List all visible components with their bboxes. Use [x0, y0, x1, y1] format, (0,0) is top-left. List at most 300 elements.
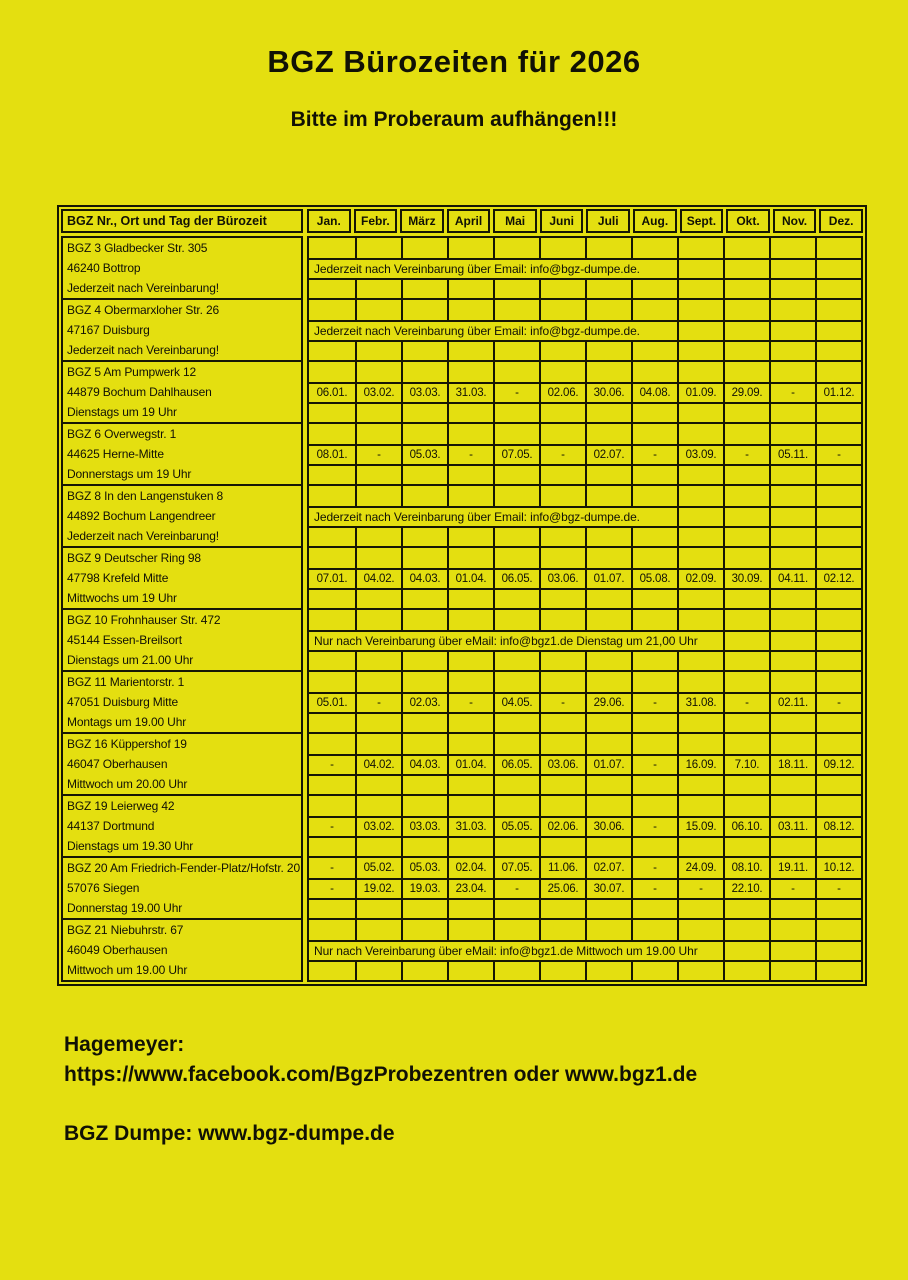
date-cell: -	[631, 816, 677, 836]
empty-cell	[631, 278, 677, 298]
location-cell	[61, 236, 303, 300]
empty-cell	[631, 774, 677, 794]
date-cell: -	[815, 692, 861, 712]
schedule-block	[61, 918, 863, 982]
date-cell: -	[815, 444, 861, 464]
empty-cell	[769, 424, 815, 444]
location-line: 44892 Bochum Langendreer	[67, 509, 216, 523]
empty-cell	[447, 486, 493, 506]
empty-cell	[723, 258, 769, 278]
empty-cell	[355, 774, 401, 794]
empty-cell	[539, 920, 585, 940]
empty-cell	[677, 650, 723, 670]
empty-cell	[447, 796, 493, 816]
date-cell: 03.03.	[401, 382, 447, 402]
empty-cell	[355, 300, 401, 320]
empty-cell	[401, 402, 447, 422]
empty-cell	[447, 920, 493, 940]
empty-cell	[355, 734, 401, 754]
empty-cell	[493, 526, 539, 546]
date-cell: 15.09.	[677, 816, 723, 836]
empty-cell	[401, 610, 447, 630]
empty-cell	[401, 424, 447, 444]
empty-cell	[677, 548, 723, 568]
location-line: BGZ 3 Gladbecker Str. 305	[67, 241, 208, 255]
empty-cell	[309, 548, 355, 568]
empty-cell	[631, 920, 677, 940]
empty-cell	[815, 836, 861, 856]
location-line: BGZ 21 Niebuhrstr. 67	[67, 923, 184, 937]
empty-cell	[355, 610, 401, 630]
empty-cell	[723, 320, 769, 340]
date-cell: 05.05.	[493, 816, 539, 836]
empty-cell	[447, 610, 493, 630]
empty-cell	[401, 526, 447, 546]
location-line: Mittwochs um 19 Uhr	[67, 591, 177, 605]
empty-cell	[493, 712, 539, 732]
empty-cell	[769, 796, 815, 816]
empty-cell	[493, 610, 539, 630]
location-line: 47167 Duisburg	[67, 323, 150, 337]
empty-cell	[769, 734, 815, 754]
location-cell	[61, 360, 303, 424]
month-header-cell: Jan.	[307, 209, 351, 233]
date-cell: 02.04.	[447, 858, 493, 878]
empty-cell	[677, 898, 723, 918]
empty-cell	[401, 920, 447, 940]
empty-cell	[447, 712, 493, 732]
empty-cell	[447, 340, 493, 360]
empty-cell	[355, 650, 401, 670]
date-cell: 19.11.	[769, 858, 815, 878]
empty-cell	[815, 920, 861, 940]
empty-cell	[585, 402, 631, 422]
empty-cell	[723, 610, 769, 630]
empty-cell	[815, 258, 861, 278]
empty-cell	[309, 796, 355, 816]
empty-cell	[723, 836, 769, 856]
empty-cell	[493, 486, 539, 506]
empty-cell	[401, 734, 447, 754]
date-cell: 11.06.	[539, 858, 585, 878]
date-cell: 30.09.	[723, 568, 769, 588]
empty-cell	[355, 898, 401, 918]
empty-cell	[585, 464, 631, 484]
empty-cell	[815, 340, 861, 360]
empty-cell	[631, 464, 677, 484]
date-cell: 02.07.	[585, 858, 631, 878]
location-line: 44879 Bochum Dahlhausen	[67, 385, 212, 399]
date-cell: 01.07.	[585, 754, 631, 774]
empty-cell	[815, 300, 861, 320]
month-header-cell: Okt.	[726, 209, 770, 233]
empty-cell	[309, 712, 355, 732]
date-cell: 01.12.	[815, 382, 861, 402]
date-cell: 31.03.	[447, 382, 493, 402]
location-line: 44625 Herne-Mitte	[67, 447, 164, 461]
empty-cell	[355, 960, 401, 980]
empty-cell	[585, 920, 631, 940]
empty-cell	[631, 836, 677, 856]
date-cell: 05.08.	[631, 568, 677, 588]
date-cell: -	[631, 444, 677, 464]
empty-cell	[539, 836, 585, 856]
empty-cell	[631, 402, 677, 422]
empty-cell	[585, 300, 631, 320]
empty-cell	[585, 238, 631, 258]
page-subtitle: Bitte im Proberaum aufhängen!!!	[290, 108, 618, 131]
empty-cell	[677, 796, 723, 816]
date-cell: 04.03.	[401, 568, 447, 588]
empty-cell	[723, 464, 769, 484]
date-cell: 03.03.	[401, 816, 447, 836]
empty-cell	[401, 340, 447, 360]
month-header-cell: Febr.	[354, 209, 398, 233]
location-line: BGZ 10 Frohnhauser Str. 472	[67, 613, 221, 627]
date-cell: -	[355, 444, 401, 464]
empty-cell	[723, 486, 769, 506]
date-cell: 7.10.	[723, 754, 769, 774]
empty-cell	[585, 362, 631, 382]
empty-cell	[815, 712, 861, 732]
empty-cell	[539, 734, 585, 754]
date-cell: 31.03.	[447, 816, 493, 836]
empty-cell	[401, 796, 447, 816]
empty-cell	[815, 548, 861, 568]
month-header-cell: April	[447, 209, 491, 233]
empty-cell	[631, 796, 677, 816]
empty-cell	[631, 960, 677, 980]
empty-cell	[309, 898, 355, 918]
empty-cell	[355, 340, 401, 360]
date-cell: 06.10.	[723, 816, 769, 836]
empty-cell	[447, 588, 493, 608]
empty-cell	[769, 362, 815, 382]
empty-cell	[585, 588, 631, 608]
empty-cell	[585, 650, 631, 670]
date-cell: -	[309, 816, 355, 836]
schedule-block	[61, 422, 863, 486]
empty-cell	[309, 402, 355, 422]
empty-cell	[723, 424, 769, 444]
empty-cell	[493, 548, 539, 568]
empty-cell	[677, 300, 723, 320]
empty-cell	[815, 526, 861, 546]
empty-cell	[815, 960, 861, 980]
empty-cell	[493, 340, 539, 360]
date-grid	[307, 670, 863, 734]
empty-cell	[677, 486, 723, 506]
empty-cell	[585, 424, 631, 444]
empty-cell	[355, 486, 401, 506]
empty-cell	[447, 526, 493, 546]
date-cell: 07.01.	[309, 568, 355, 588]
empty-cell	[677, 362, 723, 382]
date-grid	[307, 856, 863, 920]
date-cell: -	[309, 754, 355, 774]
empty-cell	[539, 362, 585, 382]
empty-cell	[355, 464, 401, 484]
empty-cell	[585, 548, 631, 568]
schedule-block	[61, 546, 863, 610]
date-cell: 04.03.	[401, 754, 447, 774]
empty-cell	[355, 588, 401, 608]
empty-cell	[723, 300, 769, 320]
empty-cell	[539, 960, 585, 980]
empty-cell	[539, 526, 585, 546]
date-cell: 16.09.	[677, 754, 723, 774]
empty-cell	[539, 402, 585, 422]
date-grid	[307, 298, 863, 362]
empty-cell	[539, 588, 585, 608]
location-line: BGZ 20 Am Friedrich-Fender-Platz/Hofstr. 20	[67, 861, 300, 875]
empty-cell	[401, 238, 447, 258]
empty-cell	[769, 506, 815, 526]
location-line: BGZ 16 Küppershof 19	[67, 737, 187, 751]
location-line: Mittwoch um 20.00 Uhr	[67, 777, 188, 791]
page-title: BGZ Bürozeiten für 2026	[267, 44, 641, 79]
date-cell: -	[330, 862, 334, 874]
empty-cell	[723, 734, 769, 754]
empty-cell	[355, 402, 401, 422]
date-cell: -	[447, 692, 493, 712]
empty-cell	[309, 650, 355, 670]
empty-cell	[723, 960, 769, 980]
empty-cell	[631, 712, 677, 732]
date-grid	[307, 732, 863, 796]
empty-cell	[769, 464, 815, 484]
location-line: 46049 Oberhausen	[67, 943, 168, 957]
empty-cell	[401, 774, 447, 794]
schedule-block	[61, 794, 863, 858]
month-header-cell: März	[400, 209, 444, 233]
empty-cell	[355, 712, 401, 732]
empty-cell	[539, 278, 585, 298]
empty-cell	[769, 774, 815, 794]
empty-cell	[309, 960, 355, 980]
empty-cell	[401, 960, 447, 980]
empty-cell	[769, 526, 815, 546]
location-header-cell: BGZ Nr., Ort und Tag der Bürozeit	[61, 209, 303, 233]
empty-cell	[355, 836, 401, 856]
empty-cell	[539, 672, 585, 692]
empty-cell	[585, 672, 631, 692]
empty-cell	[769, 340, 815, 360]
empty-cell	[493, 362, 539, 382]
location-line: BGZ 11 Marientorstr. 1	[67, 675, 185, 689]
footer-hagemeyer-label: Hagemeyer:	[64, 1033, 185, 1056]
location-cell	[61, 918, 303, 982]
empty-cell	[723, 712, 769, 732]
empty-cell	[585, 898, 631, 918]
empty-cell	[723, 796, 769, 816]
empty-cell	[631, 238, 677, 258]
date-grid	[307, 422, 863, 486]
empty-cell	[723, 278, 769, 298]
date-cell: 01.09.	[677, 382, 723, 402]
empty-cell	[309, 362, 355, 382]
date-cell: 22.10.	[723, 878, 769, 898]
date-cell: -	[723, 692, 769, 712]
date-cell: -	[723, 444, 769, 464]
location-line: Dienstags um 19 Uhr	[67, 405, 177, 419]
empty-cell	[539, 424, 585, 444]
date-cell: -	[631, 754, 677, 774]
footer-dumpe: BGZ Dumpe: www.bgz-dumpe.de	[64, 1122, 395, 1145]
empty-cell	[815, 320, 861, 340]
empty-cell	[447, 300, 493, 320]
empty-cell	[493, 796, 539, 816]
empty-cell	[723, 672, 769, 692]
empty-cell	[815, 630, 861, 650]
empty-cell	[355, 796, 401, 816]
empty-cell	[815, 588, 861, 608]
location-line: BGZ 19 Leierweg 42	[67, 799, 175, 813]
date-cell: 30.06.	[585, 382, 631, 402]
date-cell: -	[631, 692, 677, 712]
date-cell: 08.01.	[309, 444, 355, 464]
date-cell: 04.05.	[493, 692, 539, 712]
empty-cell	[815, 486, 861, 506]
empty-cell	[401, 278, 447, 298]
empty-cell	[493, 672, 539, 692]
date-cell: 05.02.	[355, 858, 401, 878]
empty-cell	[539, 486, 585, 506]
empty-cell	[539, 300, 585, 320]
location-line: Donnerstag 19.00 Uhr	[67, 901, 183, 915]
month-header-cell: Nov.	[773, 209, 817, 233]
empty-cell	[309, 278, 355, 298]
footer-hagemeyer-links: https://www.facebook.com/BgzProbezentren oder www.bgz1.de	[64, 1063, 698, 1086]
note-cell: Nur nach Vereinbarung über eMail: info@bgz1.de Mittwoch um 19.00 Uhr	[309, 940, 723, 960]
schedule-block	[61, 608, 863, 672]
location-cell	[61, 546, 303, 610]
location-cell	[61, 670, 303, 734]
empty-cell	[723, 548, 769, 568]
date-cell: -	[677, 878, 723, 898]
empty-cell	[723, 774, 769, 794]
date-cell: 02.06.	[539, 816, 585, 836]
date-cell: 01.04.	[447, 568, 493, 588]
date-cell: 06.05.	[493, 568, 539, 588]
empty-cell	[493, 920, 539, 940]
schedule-blocks	[61, 236, 863, 982]
empty-cell	[769, 548, 815, 568]
date-cell: 02.03.	[401, 692, 447, 712]
location-cell	[61, 794, 303, 858]
empty-cell	[815, 362, 861, 382]
date-cell: -	[815, 878, 861, 898]
empty-cell	[723, 340, 769, 360]
date-cell: 08.12.	[815, 816, 861, 836]
date-cell: 07.05.	[493, 858, 539, 878]
date-cell: -	[631, 878, 677, 898]
empty-cell	[677, 278, 723, 298]
empty-cell	[815, 650, 861, 670]
empty-cell	[355, 548, 401, 568]
date-cell: 05.11.	[769, 444, 815, 464]
empty-cell	[447, 464, 493, 484]
empty-cell	[585, 340, 631, 360]
empty-cell	[769, 920, 815, 940]
date-cell: 06.01.	[309, 382, 355, 402]
empty-cell	[723, 526, 769, 546]
schedule-block	[61, 484, 863, 548]
empty-cell	[677, 526, 723, 546]
empty-cell	[539, 464, 585, 484]
date-cell: 03.06.	[539, 568, 585, 588]
schedule-block	[61, 236, 863, 300]
empty-cell	[677, 320, 723, 340]
empty-cell	[677, 610, 723, 630]
location-line: BGZ 8 In den Langenstuken 8	[67, 489, 224, 503]
empty-cell	[815, 238, 861, 258]
empty-cell	[769, 320, 815, 340]
location-line: Jederzeit nach Vereinbarung!	[67, 281, 219, 295]
date-cell: 19.03.	[401, 878, 447, 898]
empty-cell	[631, 672, 677, 692]
date-cell: 05.03.	[401, 444, 447, 464]
date-cell: 08.10.	[723, 858, 769, 878]
empty-cell	[815, 774, 861, 794]
empty-cell	[447, 672, 493, 692]
empty-cell	[815, 734, 861, 754]
empty-cell	[815, 940, 861, 960]
date-cell: 07.05.	[493, 444, 539, 464]
schedule-block	[61, 856, 863, 920]
location-line: 47051 Duisburg Mitte	[67, 695, 179, 709]
empty-cell	[539, 796, 585, 816]
empty-cell	[677, 588, 723, 608]
location-line: Jederzeit nach Vereinbarung!	[67, 343, 219, 357]
location-line: 46047 Oberhausen	[67, 757, 168, 771]
month-header-cell: Aug.	[633, 209, 677, 233]
date-cell: -	[769, 878, 815, 898]
location-line: 47798 Krefeld Mitte	[67, 571, 169, 585]
empty-cell	[631, 526, 677, 546]
empty-cell	[309, 526, 355, 546]
empty-cell	[493, 960, 539, 980]
empty-cell	[401, 712, 447, 732]
empty-cell	[447, 960, 493, 980]
empty-cell	[309, 300, 355, 320]
empty-cell	[631, 548, 677, 568]
empty-cell	[815, 402, 861, 422]
empty-cell	[355, 920, 401, 940]
footer-hagemeyer	[64, 1030, 864, 1090]
empty-cell	[447, 238, 493, 258]
empty-cell	[493, 734, 539, 754]
empty-cell	[401, 486, 447, 506]
date-cell: 19.02.	[355, 878, 401, 898]
empty-cell	[769, 238, 815, 258]
month-header-cell: Mai	[493, 209, 537, 233]
empty-cell	[677, 402, 723, 422]
empty-cell	[677, 258, 723, 278]
date-grid	[307, 608, 863, 672]
empty-cell	[401, 548, 447, 568]
empty-cell	[585, 278, 631, 298]
date-cell: 30.06.	[585, 816, 631, 836]
date-cell: 06.05.	[493, 754, 539, 774]
date-cell: 30.07.	[585, 878, 631, 898]
empty-cell	[631, 300, 677, 320]
empty-cell	[493, 300, 539, 320]
date-cell: 29.06.	[585, 692, 631, 712]
note-cell: Jederzeit nach Vereinbarung über Email: info@bgz-dumpe.de.	[309, 320, 677, 340]
date-cell: -	[631, 858, 677, 878]
empty-cell	[355, 672, 401, 692]
